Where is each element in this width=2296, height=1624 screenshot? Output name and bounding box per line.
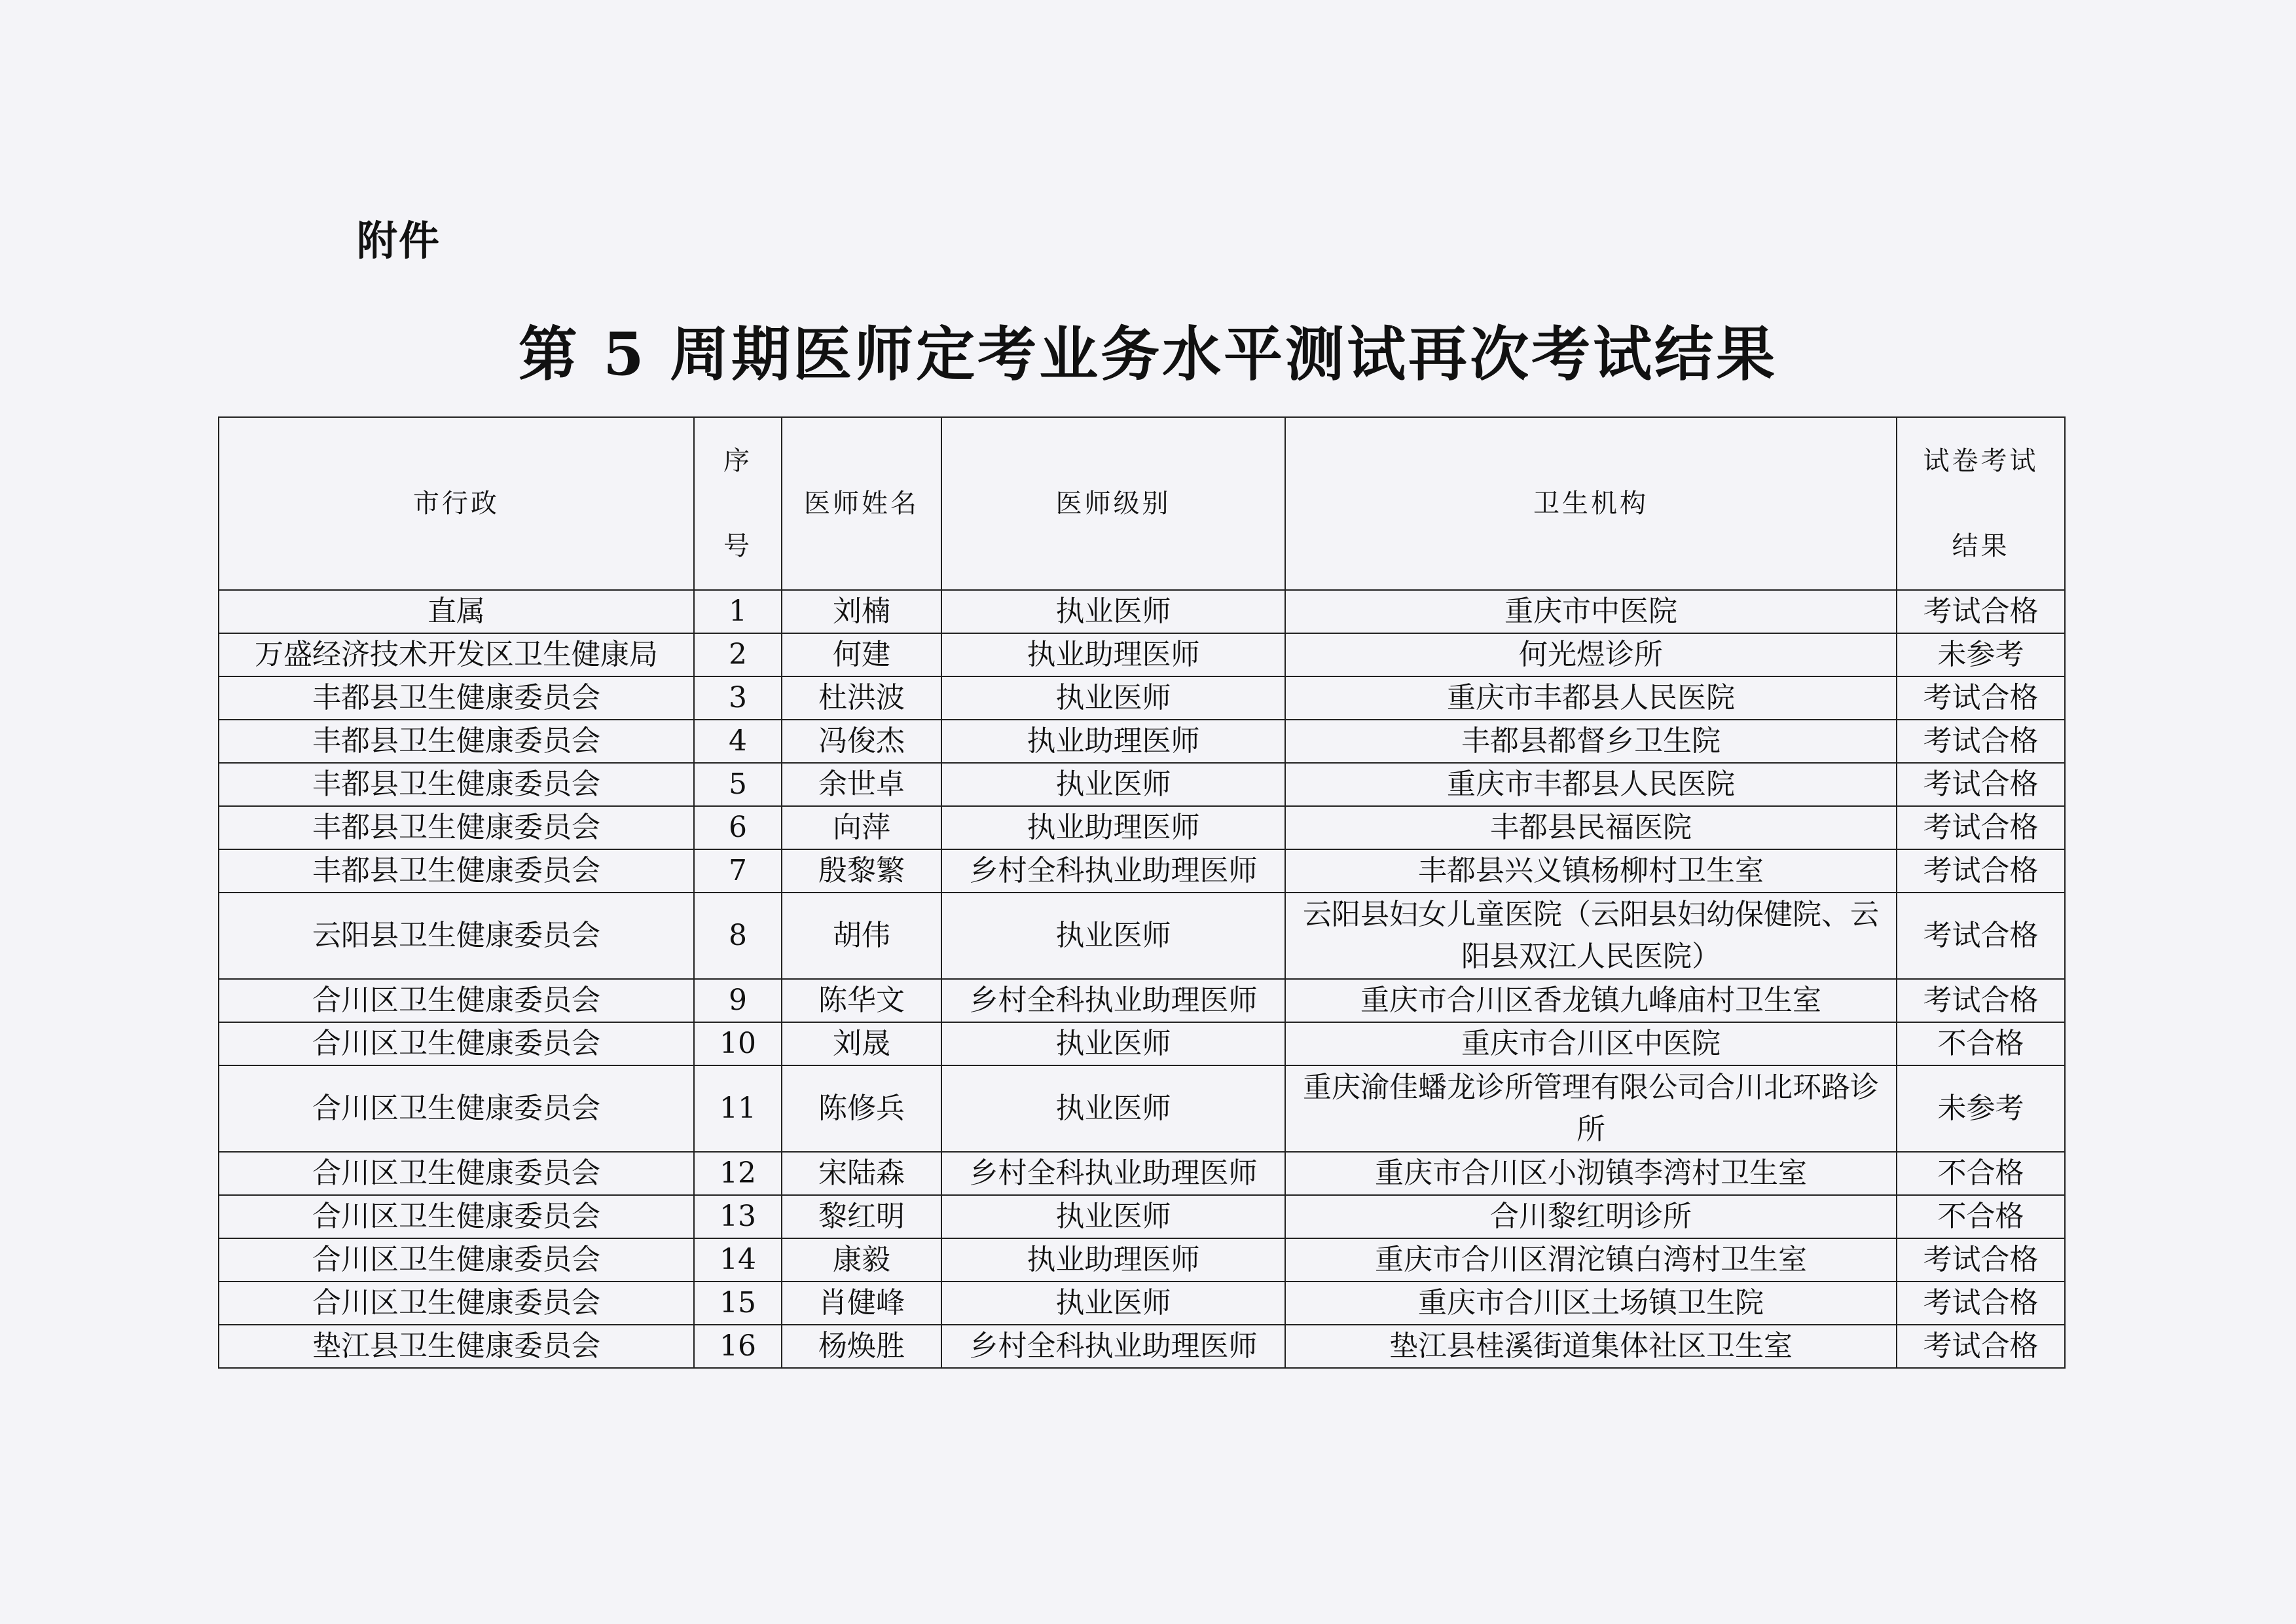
- cell-admin: 垫江县卫生健康委员会: [219, 1325, 694, 1368]
- table-row: [219, 979, 2065, 1022]
- cell-level: 执业医师: [941, 763, 1285, 806]
- cell-seq: 9: [694, 979, 782, 1022]
- header-result: [1897, 417, 2065, 590]
- table-row: [219, 1065, 2065, 1152]
- cell-level: 执业医师: [941, 1195, 1285, 1238]
- cell-level: 执业助理医师: [941, 1238, 1285, 1282]
- cell-name: 杨焕胜: [782, 1325, 941, 1368]
- cell-result: 未参考: [1897, 633, 2065, 676]
- cell-level: 执业助理医师: [941, 720, 1285, 763]
- page-title: 第 5 周期医师定考业务水平测试再次考试结果: [518, 320, 1778, 389]
- cell-level: 乡村全科执业助理医师: [941, 1325, 1285, 1368]
- cell-name: 何建: [782, 633, 941, 676]
- table-row: [219, 720, 2065, 763]
- header-seq-line2: 号: [723, 531, 752, 561]
- cell-institution: 重庆市合川区土场镇卫生院: [1285, 1282, 1897, 1325]
- cell-institution: 重庆市合川区渭沱镇白湾村卫生室: [1285, 1238, 1897, 1282]
- cell-seq: 12: [694, 1152, 782, 1195]
- table-row: [219, 806, 2065, 849]
- cell-name: 杜洪波: [782, 676, 941, 720]
- cell-institution: 丰都县民福医院: [1285, 806, 1897, 849]
- cell-admin: 合川区卫生健康委员会: [219, 1022, 694, 1065]
- cell-seq: 14: [694, 1238, 782, 1282]
- cell-seq: 3: [694, 676, 782, 720]
- table-row: [219, 1152, 2065, 1195]
- cell-institution: 丰都县都督乡卫生院: [1285, 720, 1897, 763]
- cell-result: 考试合格: [1897, 1325, 2065, 1368]
- cell-result: 考试合格: [1897, 720, 2065, 763]
- table-row: [219, 1238, 2065, 1282]
- table-row: [219, 849, 2065, 893]
- cell-admin: 丰都县卫生健康委员会: [219, 720, 694, 763]
- table-row: [219, 1325, 2065, 1368]
- cell-institution: 重庆市丰都县人民医院: [1285, 676, 1897, 720]
- cell-institution: 垫江县桂溪街道集体社区卫生室: [1285, 1325, 1897, 1368]
- cell-institution: 丰都县兴义镇杨柳村卫生室: [1285, 849, 1897, 893]
- cell-result: 考试合格: [1897, 849, 2065, 893]
- header-admin: 市行政: [219, 417, 694, 590]
- cell-level: 执业医师: [941, 1282, 1285, 1325]
- cell-name: 陈华文: [782, 979, 941, 1022]
- cell-institution: 云阳县妇女儿童医院（云阳县妇幼保健院、云阳县双江人民医院）: [1285, 893, 1897, 979]
- cell-seq: 5: [694, 763, 782, 806]
- cell-seq: 13: [694, 1195, 782, 1238]
- cell-level: 乡村全科执业助理医师: [941, 849, 1285, 893]
- cell-level: 执业医师: [941, 590, 1285, 633]
- cell-admin: 合川区卫生健康委员会: [219, 1282, 694, 1325]
- cell-institution: 重庆市中医院: [1285, 590, 1897, 633]
- cell-admin: 云阳县卫生健康委员会: [219, 893, 694, 979]
- table-row: [219, 1022, 2065, 1065]
- cell-name: 肖健峰: [782, 1282, 941, 1325]
- cell-name: 冯俊杰: [782, 720, 941, 763]
- cell-institution: 何光煜诊所: [1285, 633, 1897, 676]
- cell-level: 执业医师: [941, 893, 1285, 979]
- cell-name: 胡伟: [782, 893, 941, 979]
- cell-name: 向萍: [782, 806, 941, 849]
- cell-name: 刘楠: [782, 590, 941, 633]
- cell-level: 执业助理医师: [941, 806, 1285, 849]
- table-row: [219, 893, 2065, 979]
- table-row: [219, 590, 2065, 633]
- cell-result: 考试合格: [1897, 763, 2065, 806]
- cell-name: 殷黎繁: [782, 849, 941, 893]
- cell-seq: 4: [694, 720, 782, 763]
- cell-result: 未参考: [1897, 1065, 2065, 1152]
- header-institution: 卫生机构: [1285, 417, 1897, 590]
- cell-institution: 重庆市合川区香龙镇九峰庙村卫生室: [1285, 979, 1897, 1022]
- cell-result: 考试合格: [1897, 676, 2065, 720]
- cell-name: 宋陆森: [782, 1152, 941, 1195]
- attachment-label: 附件: [357, 217, 441, 265]
- cell-admin: 合川区卫生健康委员会: [219, 1065, 694, 1152]
- cell-level: 执业医师: [941, 1065, 1285, 1152]
- cell-seq: 7: [694, 849, 782, 893]
- table-row: [219, 763, 2065, 806]
- cell-admin: 丰都县卫生健康委员会: [219, 806, 694, 849]
- cell-seq: 10: [694, 1022, 782, 1065]
- cell-admin: 丰都县卫生健康委员会: [219, 849, 694, 893]
- cell-admin: 丰都县卫生健康委员会: [219, 676, 694, 720]
- cell-admin: 合川区卫生健康委员会: [219, 1195, 694, 1238]
- table-row: [219, 633, 2065, 676]
- cell-institution: 合川黎红明诊所: [1285, 1195, 1897, 1238]
- cell-institution: 重庆市丰都县人民医院: [1285, 763, 1897, 806]
- cell-admin: 万盛经济技术开发区卫生健康局: [219, 633, 694, 676]
- table-body: [219, 590, 2065, 1368]
- cell-level: 执业医师: [941, 676, 1285, 720]
- table-row: [219, 676, 2065, 720]
- cell-result: 考试合格: [1897, 806, 2065, 849]
- cell-name: 黎红明: [782, 1195, 941, 1238]
- cell-admin: 合川区卫生健康委员会: [219, 1238, 694, 1282]
- table-header-row: [219, 417, 2065, 590]
- cell-institution: 重庆市合川区小沏镇李湾村卫生室: [1285, 1152, 1897, 1195]
- header-result-line1: 试卷考试: [1923, 446, 2039, 476]
- cell-name: 陈修兵: [782, 1065, 941, 1152]
- cell-level: 执业助理医师: [941, 633, 1285, 676]
- cell-seq: 1: [694, 590, 782, 633]
- cell-result: 考试合格: [1897, 1238, 2065, 1282]
- header-name: 医师姓名: [782, 417, 941, 590]
- cell-seq: 2: [694, 633, 782, 676]
- cell-seq: 15: [694, 1282, 782, 1325]
- cell-level: 乡村全科执业助理医师: [941, 979, 1285, 1022]
- cell-level: 执业医师: [941, 1022, 1285, 1065]
- header-seq-line1: 序: [723, 446, 752, 476]
- cell-admin: 合川区卫生健康委员会: [219, 979, 694, 1022]
- cell-seq: 16: [694, 1325, 782, 1368]
- table-row: [219, 1282, 2065, 1325]
- results-table: [218, 416, 2066, 1369]
- cell-seq: 6: [694, 806, 782, 849]
- cell-result: 考试合格: [1897, 1282, 2065, 1325]
- cell-name: 刘晟: [782, 1022, 941, 1065]
- cell-level: 乡村全科执业助理医师: [941, 1152, 1285, 1195]
- cell-institution: 重庆渝佳蟠龙诊所管理有限公司合川北环路诊所: [1285, 1065, 1897, 1152]
- cell-result: 不合格: [1897, 1152, 2065, 1195]
- header-result-line2: 结果: [1952, 531, 2010, 561]
- cell-result: 不合格: [1897, 1195, 2065, 1238]
- table-row: [219, 1195, 2065, 1238]
- cell-result: 不合格: [1897, 1022, 2065, 1065]
- cell-name: 康毅: [782, 1238, 941, 1282]
- cell-admin: 合川区卫生健康委员会: [219, 1152, 694, 1195]
- cell-admin: 直属: [219, 590, 694, 633]
- cell-result: 考试合格: [1897, 979, 2065, 1022]
- header-seq: [694, 417, 782, 590]
- cell-result: 考试合格: [1897, 893, 2065, 979]
- cell-institution: 重庆市合川区中医院: [1285, 1022, 1897, 1065]
- cell-admin: 丰都县卫生健康委员会: [219, 763, 694, 806]
- cell-seq: 11: [694, 1065, 782, 1152]
- cell-result: 考试合格: [1897, 590, 2065, 633]
- cell-seq: 8: [694, 893, 782, 979]
- cell-name: 余世卓: [782, 763, 941, 806]
- header-level: 医师级别: [941, 417, 1285, 590]
